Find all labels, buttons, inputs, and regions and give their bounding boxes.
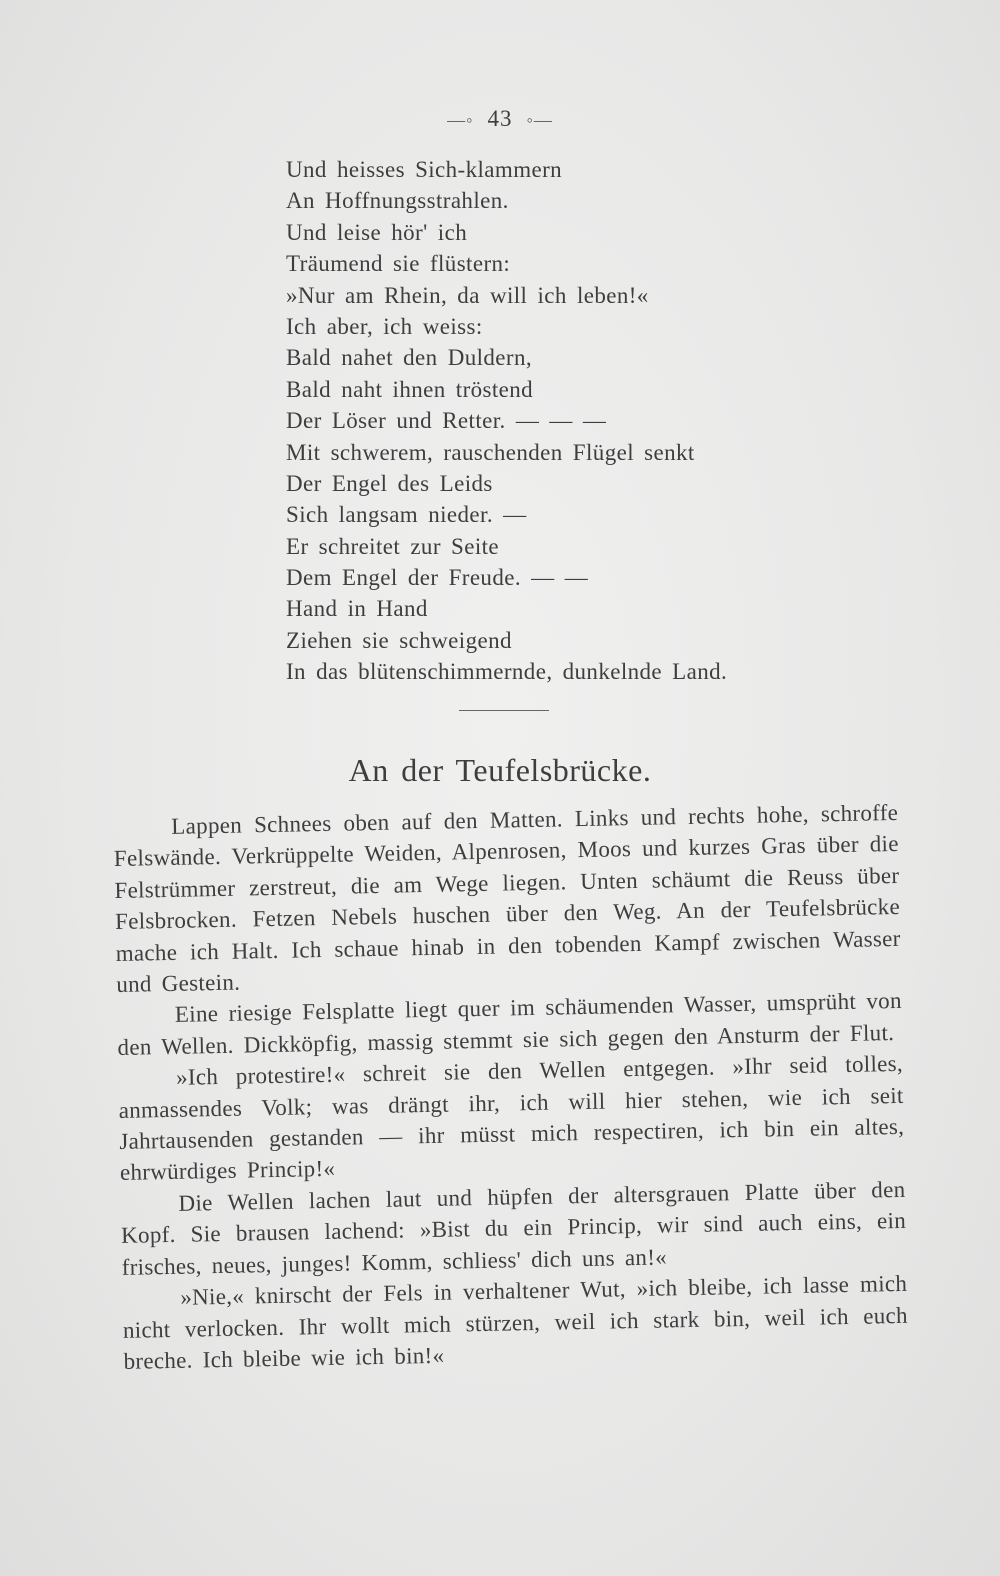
paragraph: »Ich protestire!« schreit sie den Wellen entgegen. »Ihr seid tolles, anmassendes Volk; was drängt ihr, ich will hier stehen, wie ich seit Jahrtausenden gestanden — ihr müsst mich respectiren, ich bin ein altes, ehrwürdiges Princip!«: [118, 1051, 905, 1186]
prose-body: [113, 797, 909, 1377]
page-number: 43: [487, 106, 513, 131]
poem-line: Mit schwerem, rauschenden Flügel senkt: [286, 439, 695, 465]
poem-line: Und heisses Sich-klammern: [286, 157, 563, 182]
paragraph: Eine riesige Felsplatte liegt quer im schäumenden Wasser, umsprüht von den Wellen. Dickköpfig, massig stemmt sie sich gegen den Ansturm der Flut.: [117, 988, 903, 1060]
poem-line: Bald nahet den Duldern,: [286, 345, 533, 371]
poem-line: Dem Engel der Freude. — —: [286, 565, 589, 591]
right-ornament: ◦—: [526, 110, 553, 131]
poem-line: Der Engel des Leids: [286, 470, 493, 496]
poem-line: An Hoffnungsstrahlen.: [286, 188, 509, 214]
left-ornament: —◦: [447, 110, 474, 131]
section-title: An der Teufelsbrücke.: [348, 752, 652, 788]
poem-line: Er schreitet zur Seite: [286, 533, 500, 559]
poem-line: Ziehen sie schweigend: [286, 627, 512, 653]
poem-line: Sich langsam nieder. —: [286, 502, 527, 528]
paragraph: »Nie,« knirscht der Fels in verhaltener Wut, »ich bleibe, ich lasse mich nicht verlocken. Ihr wollt mich stürzen, weil ich stark bin, weil ich euch breche. Ich bleibe wie ich bin!«: [122, 1270, 909, 1374]
poem-line: Ich aber, ich weiss:: [286, 313, 483, 339]
poem-line: »Nur am Rhein, da will ich leben!«: [286, 282, 649, 308]
page-header: [0, 106, 1000, 132]
paragraph: Die Wellen lachen laut und hüpfen der altersgrauen Platte über den Kopf. Sie brausen lachend: »Bist du ein Princip, wir sind auch eins, ein frisches, neues, junges! Komm, schliess' dich uns an!«: [120, 1176, 907, 1280]
section-divider: [459, 710, 549, 711]
poem: [286, 154, 886, 688]
poem-line: Bald naht ihnen tröstend: [286, 376, 534, 402]
poem-line: In das blütenschimmernde, dunkelnde Land.: [286, 659, 728, 685]
poem-line: Hand in Hand: [286, 596, 428, 622]
poem-line: Träumend sie flüstern:: [286, 251, 511, 277]
poem-line: Der Löser und Retter. — — —: [286, 408, 607, 434]
poem-line: Und leise hör' ich: [286, 219, 468, 245]
paragraph: Lappen Schnees oben auf den Matten. Links und rechts hohe, schroffe Felswände. Verkrüppelte Weiden, Alpenrosen, Moos und kurzes Gras über die Felstrümmer zerstreut, die am Wege liegen. Unten schäumt die Reuss über Felsbrocken. Fetzen Nebels huschen über den Weg. An der Teufelsbrücke mache ich Halt. Ich schaue hinab in den tobenden Kampf zwischen Wasser und Gestein.: [113, 799, 901, 997]
